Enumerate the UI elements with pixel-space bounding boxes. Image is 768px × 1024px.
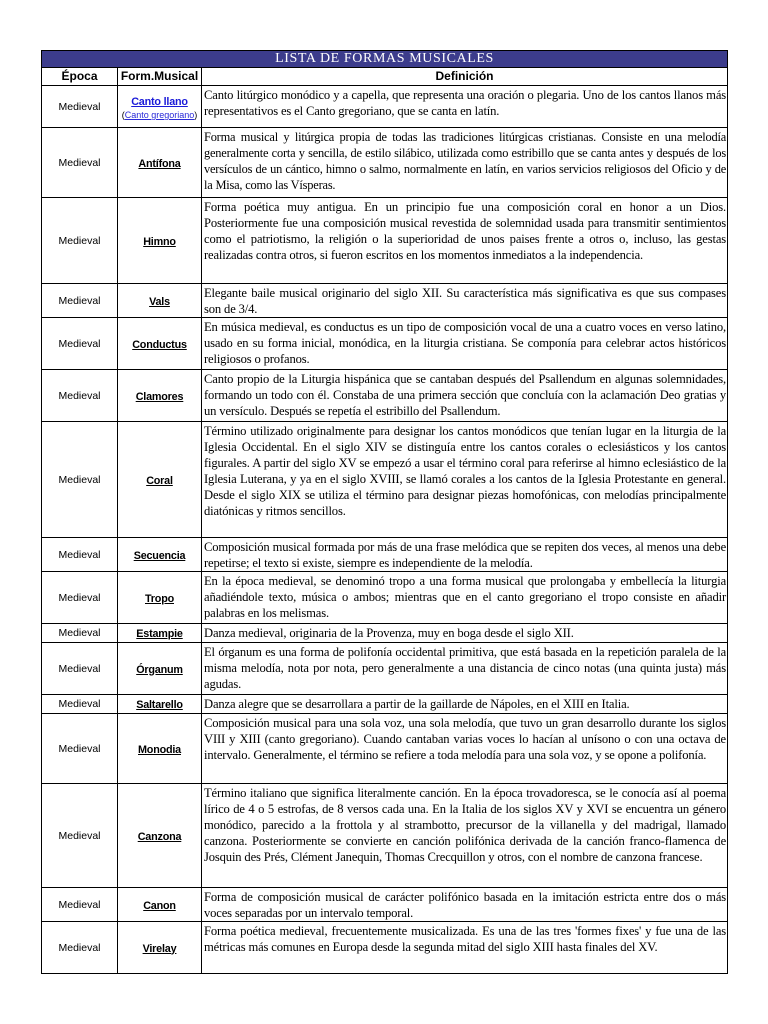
definition-cell: Término italiano que significa literalmente canción. En la época trovadoresca, se le conocía así al poema lírico de 4 o 5 estrofas, de 8 versos cada una. En la Italia de los siglos XV y XVI se encuentra un género monódico, parecido a la frottola y al strambotto, precursor de la villanella y del madrigal, llamado canzona. Posteriormente se convierte en canción polifónica derivada de la canción franco-flamenca de Josquin des Prés, Clément Janequin, Thomas Crecquillon y otros, con el nombre de canzona francese. — [202, 784, 728, 888]
definition-cell: Danza medieval, originaria de la Provenza, muy en boga desde el siglo XII. — [202, 624, 728, 643]
form-sub-note — [119, 110, 200, 121]
epoch-cell: Medieval — [42, 318, 118, 370]
title-row — [42, 51, 728, 68]
form-link-organum[interactable]: Órganum — [136, 663, 183, 676]
canto-gregoriano-link[interactable]: Canto gregoriano — [124, 110, 195, 120]
header-form: Form.Musical — [118, 68, 202, 86]
form-link-antifona[interactable]: Antífona — [138, 157, 181, 170]
form-cell — [118, 888, 202, 922]
epoch-cell: Medieval — [42, 572, 118, 624]
form-cell — [118, 643, 202, 695]
form-link-coral[interactable]: Coral — [146, 474, 173, 487]
definition-cell: Forma musical y litúrgica propia de todas las tradiciones litúrgicas cristianas. Consiste en una melodía generalmente corta y sencilla, de estilo silábico, utilizada como estribillo que se canta antes y después de los versículos de un cántico, himno o salmo, normalmente en latín, en varios servicios religiosos del Oficio y de la Misa, como las Vísperas. — [202, 128, 728, 198]
table-row — [42, 422, 728, 538]
form-cell — [118, 922, 202, 974]
header-row — [42, 68, 728, 86]
form-link-monodia[interactable]: Monodia — [138, 743, 181, 756]
form-link-canzona[interactable]: Canzona — [137, 830, 182, 843]
definition-cell: Término utilizado originalmente para designar los cantos monódicos que tenían lugar en la liturgia de la Iglesia Occidental. En el siglo XIV se distinguía entre los cantos corales o eclesiásticos y los cantos figurales. A partir del siglo XV se empezó a usar el término coral para referirse al himno eclesiástico de la Iglesia Luterana, y ya en el siglo XVIII, se llamó corales a los cantos de la Iglesia Protestante en general. Desde el siglo XIX se utiliza el término para designar piezas homofónicas, con melodías principalmente diatónicas y ritmos sencillos. — [202, 422, 728, 538]
epoch-cell: Medieval — [42, 888, 118, 922]
form-link-canon[interactable]: Canon — [143, 899, 176, 912]
table-row — [42, 370, 728, 422]
epoch-cell: Medieval — [42, 128, 118, 198]
epoch-cell: Medieval — [42, 422, 118, 538]
table-row — [42, 538, 728, 572]
epoch-cell: Medieval — [42, 922, 118, 974]
epoch-cell: Medieval — [42, 714, 118, 784]
table-title: LISTA DE FORMAS MUSICALES — [42, 51, 728, 68]
header-definition: Definición — [202, 68, 728, 86]
epoch-cell: Medieval — [42, 86, 118, 128]
form-cell — [118, 784, 202, 888]
definition-cell: Forma poética muy antigua. En un principio fue una composición coral en honor a un Dios. Posteriormente fue una composición musical revestida de solemnidad usada para transmitir sentimientos como el patriotismo, la religión o la superioridad de unos paises frente a otros o, incluso, las gestas realizadas contra otros, si fueron escritos en los momentos inmediatos a la independencia. — [202, 198, 728, 284]
definition-cell: Danza alegre que se desarrollara a partir de la gaillarde de Nápoles, en el XIII en Italia. — [202, 695, 728, 714]
epoch-cell: Medieval — [42, 643, 118, 695]
sub-note-close: ) — [194, 110, 198, 120]
table-row — [42, 86, 728, 128]
form-link-canto-llano[interactable]: Canto llano — [131, 96, 188, 108]
table-row — [42, 888, 728, 922]
definition-cell: El órganum es una forma de polifonía occidental primitiva, que está basada en la repetición paralela de la misma melodía, nota por nota, pero generalmente a una distancia de cinco notas (una quinta justa) más agudas. — [202, 643, 728, 695]
form-cell — [118, 714, 202, 784]
definition-cell: En la época medieval, se denominó tropo a una forma musical que prolongaba y embellecía la liturgia añadiéndole texto, música o ambos; mientras que en el canto gregoriano el tropo consiste en añadir palabras en los melismas. — [202, 572, 728, 624]
definition-cell: Composición musical para una sola voz, una sola melodía, que tuvo un gran desarrollo durante los siglos VIII y XIII (canto gregoriano). Cuando cantaban varias voces lo hacían al unísono o con una octava de intervalo. Generalmente, el término se refiere a toda melodía para una sola voz, y se opone a polifonía. — [202, 714, 728, 784]
definition-cell: En música medieval, es conductus es un tipo de composición vocal de una a cuatro voces en verso latino, usado en su forma inicial, monódica, en la liturgia cristiana. Se componía para celebrar actos históricos religiosos o profanos. — [202, 318, 728, 370]
form-cell — [118, 128, 202, 198]
definition-cell: Composición musical formada por más de una frase melódica que se repiten dos veces, al menos una debe repetirse; el texto si existe, siempre es independiente de la melodía. — [202, 538, 728, 572]
epoch-cell: Medieval — [42, 695, 118, 714]
form-cell — [118, 624, 202, 643]
form-cell — [118, 318, 202, 370]
form-link-himno[interactable]: Himno — [143, 235, 176, 248]
table-row — [42, 643, 728, 695]
form-link-estampie[interactable]: Estampie — [136, 628, 183, 640]
table-row — [42, 624, 728, 643]
table-row — [42, 318, 728, 370]
form-link-virelay[interactable]: Virelay — [142, 942, 177, 955]
table-row — [42, 572, 728, 624]
header-epoch: Época — [42, 68, 118, 86]
table-row — [42, 128, 728, 198]
form-cell — [118, 572, 202, 624]
form-link-conductus[interactable]: Conductus — [132, 338, 187, 351]
table-row — [42, 198, 728, 284]
form-cell — [118, 370, 202, 422]
form-cell — [118, 695, 202, 714]
form-link-vals[interactable]: Vals — [149, 295, 170, 308]
definition-cell: Forma de composición musical de carácter polifónico basada en la imitación estricta entre dos o más voces separadas por un intervalo temporal. — [202, 888, 728, 922]
table-row — [42, 695, 728, 714]
form-link-saltarello[interactable]: Saltarello — [136, 699, 183, 711]
definition-cell: Elegante baile musical originario del siglo XII. Su característica más significativa es que sus compases son de 3/4. — [202, 284, 728, 318]
table-row — [42, 784, 728, 888]
form-link-secuencia[interactable]: Secuencia — [133, 549, 186, 562]
epoch-cell: Medieval — [42, 198, 118, 284]
form-cell — [118, 538, 202, 572]
form-link-tropo[interactable]: Tropo — [145, 592, 174, 605]
sub-note-open: ( — [121, 110, 125, 120]
definition-cell: Forma poética medieval, frecuentemente musicalizada. Es una de las tres 'formes fixes' y fue una de las métricas más comunes en Europa desde la segunda mitad del siglo XIII hasta finales del XV. — [202, 922, 728, 974]
epoch-cell: Medieval — [42, 538, 118, 572]
epoch-cell: Medieval — [42, 370, 118, 422]
definition-cell: Canto litúrgico monódico y a capella, que representa una oración o plegaria. Uno de los cantos llanos más representativos es el Canto gregoriano, que se canta en latín. — [202, 86, 728, 128]
form-cell — [118, 86, 202, 128]
epoch-cell: Medieval — [42, 784, 118, 888]
forms-table-container — [41, 50, 727, 974]
form-cell — [118, 422, 202, 538]
form-cell — [118, 284, 202, 318]
epoch-cell: Medieval — [42, 624, 118, 643]
form-cell — [118, 198, 202, 284]
table-row — [42, 714, 728, 784]
table-row — [42, 284, 728, 318]
definition-cell: Canto propio de la Liturgia hispánica que se cantaban después del Psallendum en algunas solemnidades, formando un todo con él. Constaba de una primera sección que concluía con la aclamación Deo gratias y un versículo. Después se repetía el estribillo del Psallendum. — [202, 370, 728, 422]
musical-forms-table — [41, 50, 728, 974]
form-link-clamores[interactable]: Clamores — [135, 390, 184, 403]
table-row — [42, 922, 728, 974]
epoch-cell: Medieval — [42, 284, 118, 318]
